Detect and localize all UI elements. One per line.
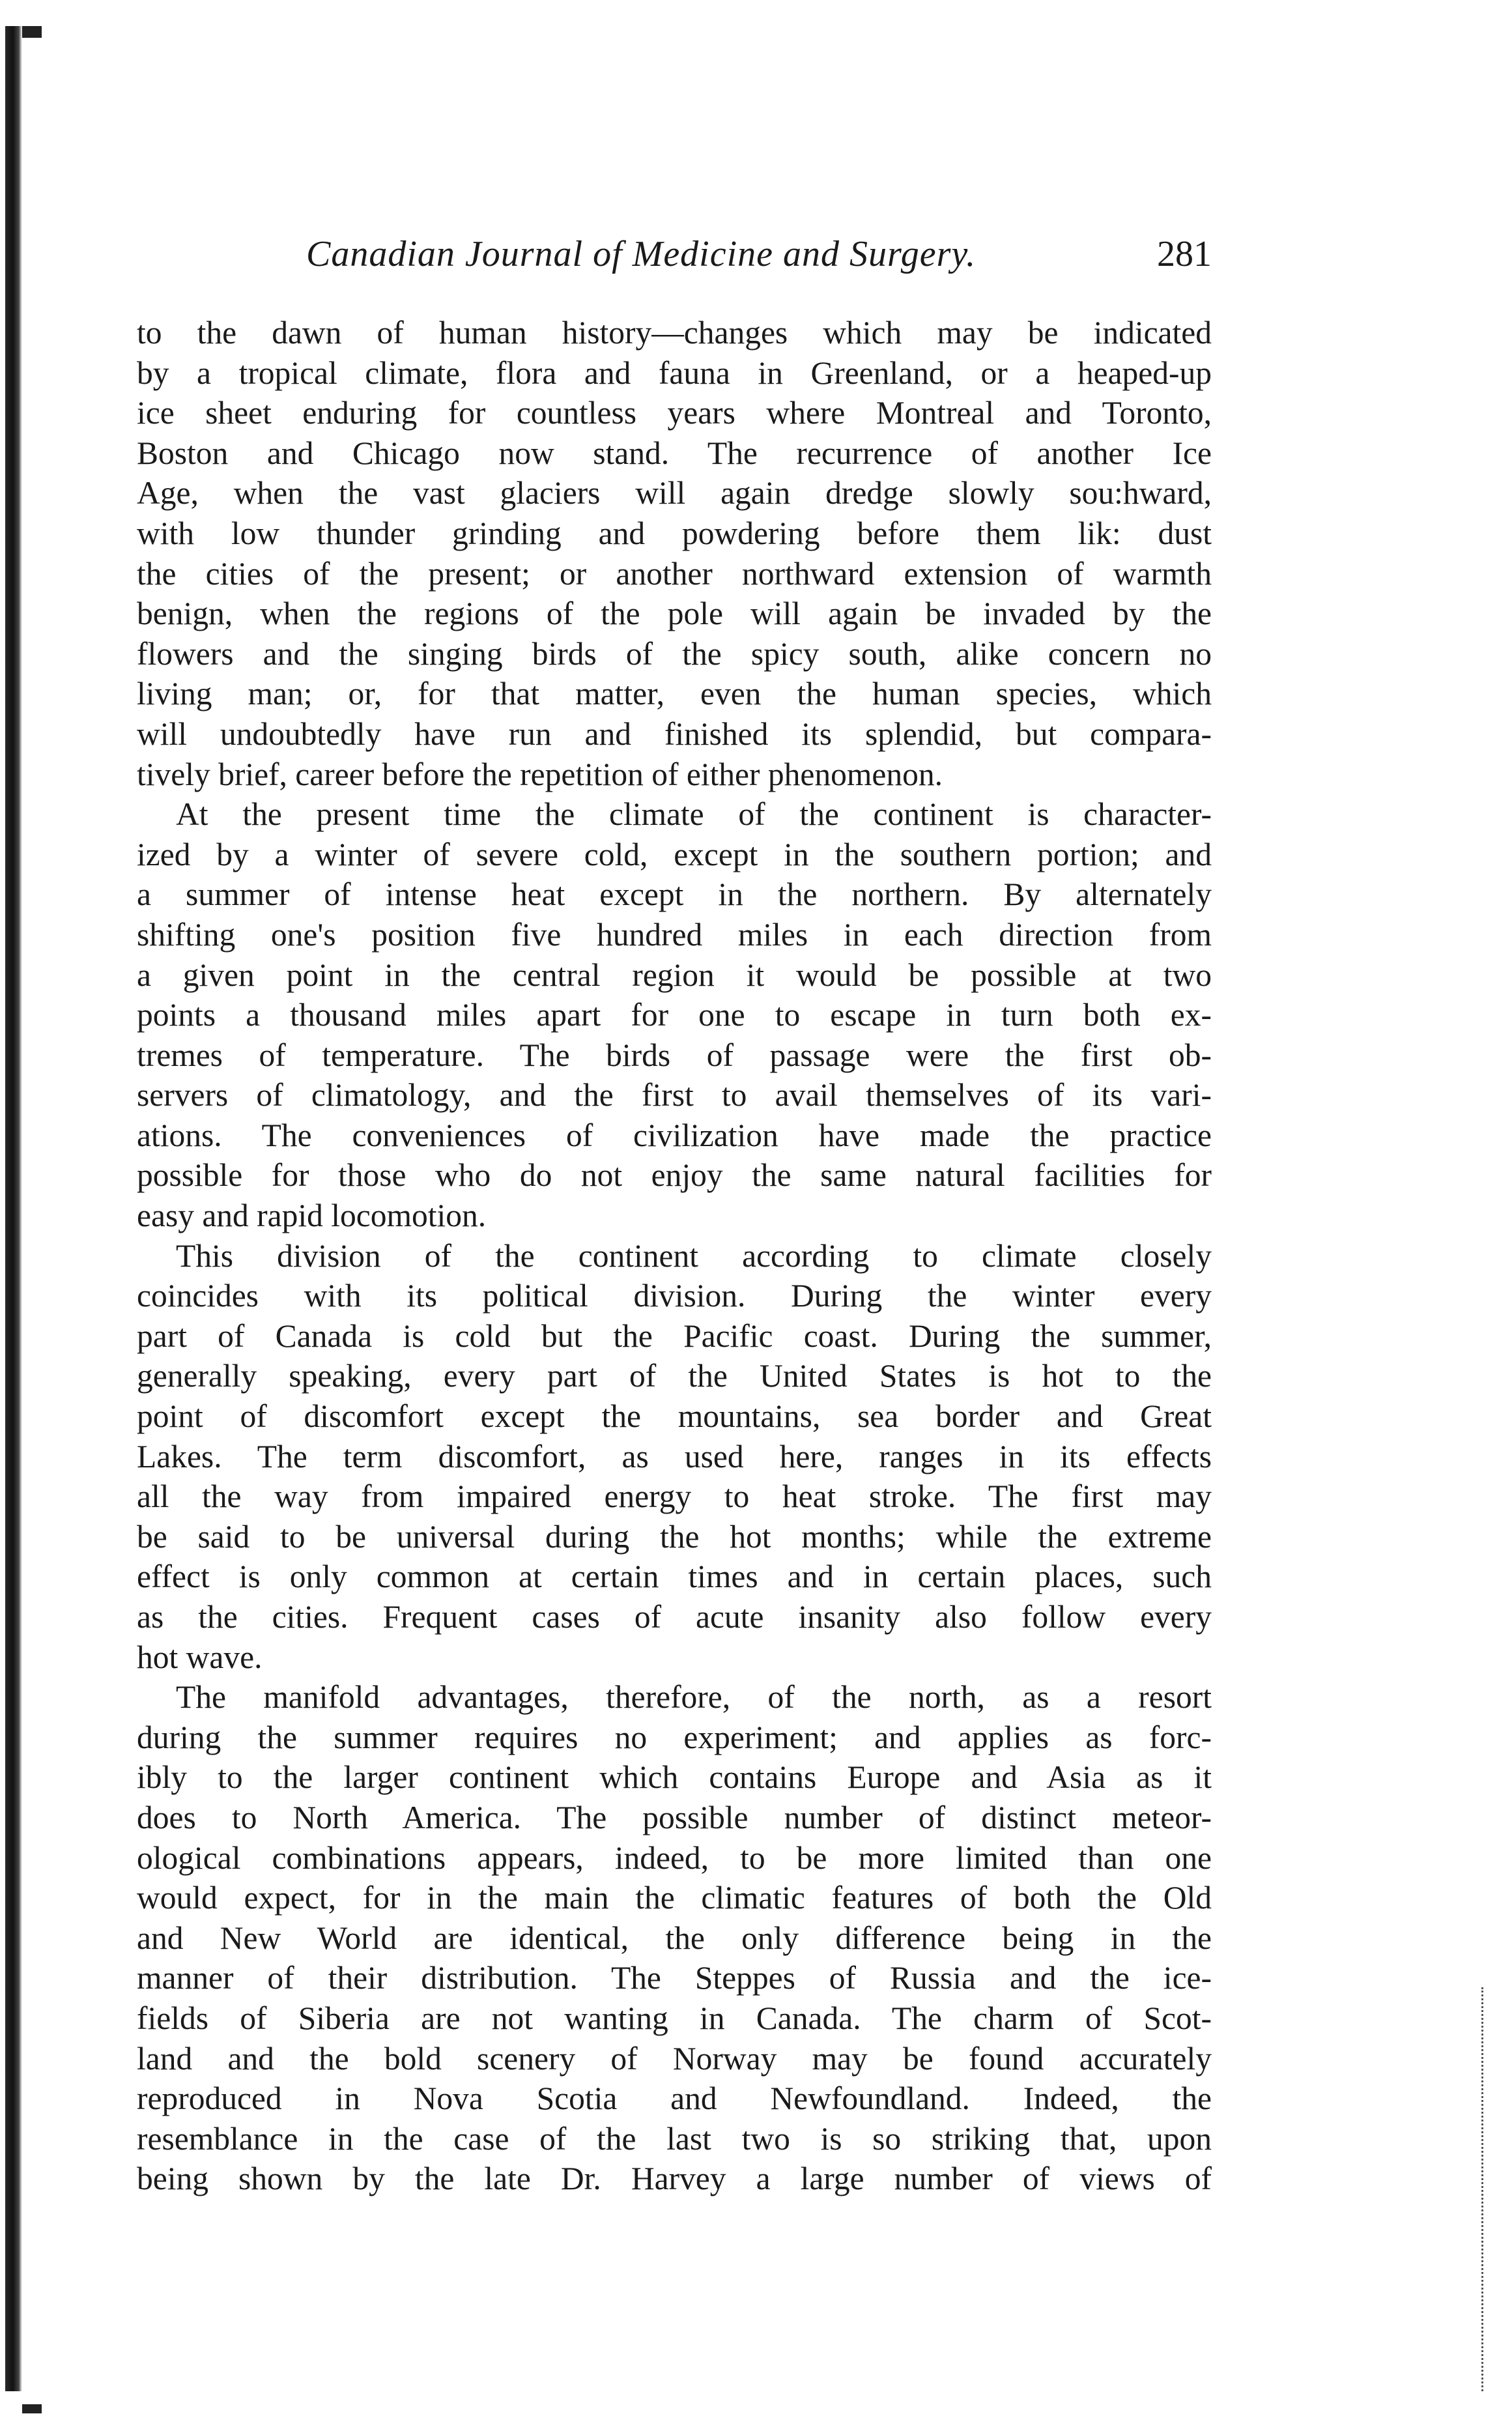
text-line: the cities of the present; or another northward extension of warmth <box>137 555 1212 592</box>
text-line: coincides with its political division. During the winter every <box>137 1278 1212 1314</box>
text-line: ations. The conveniences of civilization have made the practice <box>137 1117 1212 1153</box>
text-line: as the cities. Frequent cases of acute insanity also follow every <box>137 1599 1212 1635</box>
text-line: land and the bold scenery of Norway may be found accurately <box>137 2040 1212 2077</box>
text-line: by a tropical climate, flora and fauna in Greenland, or a heaped-up <box>137 354 1212 391</box>
text-line: would expect, for in the main the climatic features of both the Old <box>137 1880 1212 1916</box>
text-line: reproduced in Nova Scotia and Newfoundland. Indeed, the <box>137 2080 1212 2117</box>
text-line: ibly to the larger continent which contains Europe and Asia as it <box>137 1759 1212 1796</box>
text-line: to the dawn of human history—changes which may be indicated <box>137 315 1212 351</box>
text-line: living man; or, for that matter, even the human species, which <box>137 676 1212 712</box>
text-line: a summer of intense heat except in the northern. By alternately <box>137 876 1212 913</box>
text-line: easy and rapid locomotion. <box>137 1198 487 1234</box>
text-line: with low thunder grinding and powdering before them lik: dust <box>137 515 1212 551</box>
text-line: fields of Siberia are not wanting in Canada. The charm of Scot- <box>137 2000 1212 2036</box>
text-line: benign, when the regions of the pole will again be invaded by the <box>137 596 1212 632</box>
text-line: will undoubtedly have run and finished its splendid, but compara- <box>137 715 1212 752</box>
body-text <box>137 313 1212 2199</box>
text-line: be said to be universal during the hot months; while the extreme <box>137 1518 1212 1555</box>
text-line: points a thousand miles apart for one to escape in turn both ex- <box>137 997 1212 1033</box>
running-head <box>195 233 1212 285</box>
text-line: Lakes. The term discomfort, as used here, ranges in its effects <box>137 1438 1212 1474</box>
text-line: tively brief, career before the repetition of either phenomenon. <box>137 756 943 792</box>
binding-edge <box>5 26 22 2391</box>
text-line: ized by a winter of severe cold, except in the southern portion; and <box>137 836 1212 872</box>
text-line: all the way from impaired energy to heat stroke. The first may <box>137 1478 1212 1515</box>
text-line: possible for those who do not enjoy the same natural facilities for <box>137 1157 1212 1194</box>
text-line: ice sheet enduring for countless years where Montreal and Toronto, <box>137 395 1212 431</box>
paragraph-start: This division of the continent according to climate closely <box>176 1237 1212 1274</box>
text-line: hot wave. <box>137 1639 263 1675</box>
scan-edge-marks <box>1481 1987 1486 2391</box>
text-line: shifting one's position five hundred miles in each direction from <box>137 916 1212 953</box>
text-line: generally speaking, every part of the United States is hot to the <box>137 1358 1212 1394</box>
paragraph-start: The manifold advantages, therefore, of the north, as a resort <box>176 1679 1212 1716</box>
paragraph-start: At the present time the climate of the continent is character- <box>176 796 1212 833</box>
text-line: does to North America. The possible number of distinct meteor- <box>137 1799 1212 1835</box>
text-line: effect is only common at certain times and in certain places, such <box>137 1559 1212 1595</box>
text-line: being shown by the late Dr. Harvey a large number of views of <box>137 2161 1212 2197</box>
text-line: ological combinations appears, indeed, to be more limited than one <box>137 1839 1212 1876</box>
text-line: a given point in the central region it would be possible at two <box>137 956 1212 993</box>
text-line: part of Canada is cold but the Pacific coast. During the summer, <box>137 1317 1212 1354</box>
text-line: resemblance in the case of the last two is so striking that, upon <box>137 2120 1212 2157</box>
page-number: 281 <box>1157 234 1212 274</box>
binding-notch <box>22 26 42 38</box>
text-line: Age, when the vast glaciers will again dredge slowly sou:hward, <box>137 475 1212 511</box>
text-line: flowers and the singing birds of the spicy south, alike concern no <box>137 635 1212 672</box>
text-line: Boston and Chicago now stand. The recurrence of another Ice <box>137 435 1212 471</box>
text-line: point of discomfort except the mountains, sea border and Great <box>137 1398 1212 1435</box>
binding-notch <box>22 2404 42 2413</box>
journal-title: Canadian Journal of Medicine and Surgery. <box>306 234 977 274</box>
text-line: during the summer requires no experiment; and applies as forc- <box>137 1719 1212 1755</box>
text-line: servers of climatology, and the first to avail themselves of its vari- <box>137 1077 1212 1114</box>
text-line: manner of their distribution. The Steppes of Russia and the ice- <box>137 1960 1212 1996</box>
text-line: and New World are identical, the only difference being in the <box>137 1920 1212 1956</box>
text-line: tremes of temperature. The birds of passage were the first ob- <box>137 1037 1212 1073</box>
